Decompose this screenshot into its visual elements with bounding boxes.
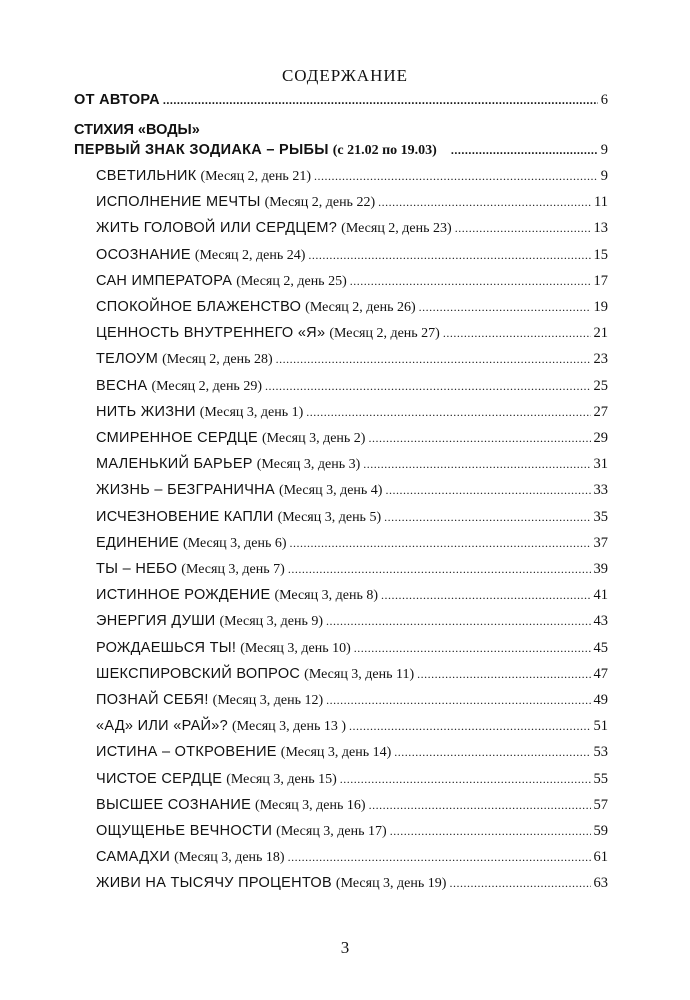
toc-entry-sign-pisces[interactable] (74, 139, 608, 161)
dot-leader (385, 479, 590, 501)
toc-entry[interactable] (96, 401, 608, 423)
toc-entry[interactable] (96, 689, 608, 711)
toc-entry-note: (Месяц 2, день 28) (162, 352, 273, 368)
toc-entry-title: САМАДХИ (96, 849, 171, 866)
dot-leader (306, 401, 590, 423)
toc-entry-note: (Месяц 2, день 27) (329, 326, 440, 342)
toc-entry-note: (Месяц 2, день 26) (305, 300, 416, 315)
toc-entry-from-author[interactable] (74, 89, 608, 111)
toc-entry-page: 11 (594, 194, 608, 211)
toc-entry-title: ИСТИНА – ОТКРОВЕНИЕ (96, 744, 277, 761)
toc-entry-page: 9 (600, 168, 608, 184)
toc-entry-note: (Месяц 3, день 4) (278, 483, 383, 499)
toc-entry[interactable] (96, 794, 608, 816)
dot-leader (369, 794, 591, 816)
toc-entry[interactable] (96, 768, 608, 790)
toc-entry-title: ЭНЕРГИЯ ДУШИ (96, 613, 216, 630)
toc-entry-page: 43 (593, 613, 608, 630)
toc-entry-title: ОЩУЩЕНЬЕ ВЕЧНОСТИ (96, 823, 273, 839)
toc-entry[interactable] (96, 217, 608, 239)
toc-entry-title: НИТЬ ЖИЗНИ (96, 403, 196, 420)
toc-entry-note: (Месяц 2, день 29) (151, 378, 262, 394)
toc-entry-note: (Месяц 3, день 19) (335, 876, 447, 892)
toc-entry-title: ОСОЗНАНИЕ (96, 246, 191, 263)
toc-entry[interactable] (96, 165, 608, 187)
dot-leader (308, 244, 590, 266)
toc-entry-title: ЕДИНЕНИЕ (96, 534, 180, 551)
dot-leader (350, 270, 591, 292)
toc-entry-note: (Месяц 3, день 10) (240, 640, 351, 656)
dot-leader (363, 453, 590, 475)
toc-entry[interactable] (96, 558, 608, 580)
toc-entry-note: (Месяц 3, день 11) (304, 666, 415, 682)
toc-entry-page: 49 (593, 692, 608, 708)
toc-entry-page: 55 (593, 770, 608, 787)
toc-entry-note: (Месяц 3, день 2) (261, 431, 366, 446)
toc-entry[interactable] (96, 715, 608, 737)
dot-leader (368, 427, 590, 449)
toc-entry-page: 51 (593, 718, 608, 735)
toc-entry-note: (Месяц 3, день 18) (174, 850, 285, 866)
dot-leader (455, 217, 591, 239)
toc-entry[interactable] (96, 479, 608, 501)
toc-entry-title: СМИРЕННОЕ СЕРДЦЕ (96, 430, 258, 446)
section-heading-water: СТИХИЯ «ВОДЫ» (74, 122, 200, 138)
dot-leader (288, 846, 591, 868)
toc-entry-page: 9 (600, 142, 608, 158)
toc-entry-page: 21 (593, 325, 608, 342)
toc-entry-page: 37 (593, 534, 608, 551)
toc-entry-title: ОТ АВТОРА (74, 92, 160, 108)
toc-entry[interactable] (96, 348, 608, 370)
toc-entry[interactable] (96, 846, 608, 868)
toc-entry-page: 41 (593, 587, 608, 604)
toc-entry-page: 23 (593, 351, 608, 368)
dot-leader (394, 741, 590, 763)
toc-entry[interactable] (96, 741, 608, 763)
toc-entry[interactable] (96, 584, 608, 606)
dot-leader (326, 610, 590, 632)
toc-entry-page: 63 (593, 875, 608, 892)
toc-entry-title: МАЛЕНЬКИЙ БАРЬЕР (96, 456, 253, 473)
toc-entry-page: 25 (593, 377, 608, 394)
toc-entry-note: (Месяц 3, день 16) (255, 797, 366, 813)
toc-entry-page: 15 (593, 246, 608, 263)
dot-leader (288, 558, 591, 580)
dot-leader (265, 375, 591, 397)
toc-entry[interactable] (96, 532, 608, 554)
toc-entry-note: (Месяц 3, день 6) (183, 535, 287, 551)
toc-entry[interactable] (96, 663, 608, 685)
toc-entry-note: (Месяц 3, день 8) (274, 588, 378, 604)
toc-entry[interactable] (96, 872, 608, 894)
toc-entry-page: 47 (593, 665, 608, 682)
dot-leader (451, 139, 598, 161)
toc-entry-note: (Месяц 3, день 3) (256, 457, 361, 473)
toc-entry-title: ИСТИННОЕ РОЖДЕНИЕ (96, 587, 271, 604)
toc-entry-title: ЧИСТОЕ СЕРДЦЕ (96, 770, 223, 787)
toc-entry[interactable] (96, 244, 608, 266)
toc-entry-page: 27 (593, 403, 608, 420)
toc-entry-title: ТЕЛОУМ (96, 351, 159, 368)
toc-heading: СОДЕРЖАНИЕ (281, 66, 409, 85)
toc-entry[interactable] (96, 427, 608, 449)
dot-leader (443, 322, 591, 344)
toc-entry-title: ПОЗНАЙ СЕБЯ! (96, 692, 209, 708)
toc-entry[interactable] (96, 270, 608, 292)
toc-entry-note: (Месяц 3, день 17) (276, 824, 387, 839)
toc-entry-page: 19 (593, 299, 608, 315)
toc-entry[interactable] (96, 820, 608, 842)
toc-entry-title: «АД» ИЛИ «РАЙ»? (96, 718, 229, 735)
dot-leader (314, 165, 598, 187)
dot-leader (390, 820, 591, 842)
toc-entry-page: 59 (593, 823, 608, 839)
toc-entry-title: ТЫ – НЕБО (96, 561, 178, 577)
page-number: 3 (340, 938, 350, 957)
toc-entry-page: 45 (593, 639, 608, 656)
dot-leader (381, 584, 591, 606)
toc-entry-note: (Месяц 2, день 22) (264, 195, 376, 211)
toc-entry[interactable] (96, 506, 608, 528)
toc-entry-title: ИСЧЕЗНОВЕНИЕ КАПЛИ (96, 508, 274, 525)
toc-entry-title: РОЖДАЕШЬСЯ ТЫ! (96, 639, 237, 656)
toc-entry-title: ИСПОЛНЕНИЕ МЕЧТЫ (96, 194, 261, 211)
toc-entry-note: (Месяц 3, день 14) (280, 745, 392, 761)
toc-entry-note: (Месяц 2, день 24) (194, 247, 306, 263)
toc-entry-page: 35 (593, 508, 608, 525)
toc-entry[interactable] (96, 296, 608, 318)
toc-entry-page: 61 (593, 849, 608, 866)
toc-entry-note: (Месяц 2, день 23) (341, 221, 452, 237)
toc-entry-note: (Месяц 2, день 25) (236, 273, 347, 289)
toc-entry-note: (Месяц 3, день 12) (212, 693, 324, 708)
toc-entry-note: (с 21.02 по 19.03) (332, 143, 437, 158)
toc-entry-page: 13 (593, 220, 608, 237)
toc-entry-title: ЖИВИ НА ТЫСЯЧУ ПРОЦЕНТОВ (96, 875, 332, 892)
toc-entry-page: 29 (593, 430, 608, 446)
dot-leader (349, 715, 590, 737)
toc-entry-title: СВЕТИЛЬНИК (96, 168, 197, 184)
toc-entry-note: (Месяц 3, день 1) (199, 404, 304, 420)
toc-entry-page: 31 (593, 456, 608, 473)
dot-leader (384, 506, 590, 528)
dot-leader (354, 637, 591, 659)
toc-entry-page: 17 (593, 272, 608, 289)
toc-entry[interactable] (96, 322, 608, 344)
toc-entry[interactable] (96, 191, 608, 213)
dot-leader (417, 663, 590, 685)
dot-leader (340, 768, 591, 790)
toc-entry[interactable] (96, 453, 608, 475)
toc-entry-title: ПЕРВЫЙ ЗНАК ЗОДИАКА – РЫБЫ (74, 142, 329, 158)
dot-leader (449, 872, 590, 894)
toc-entry-page: 33 (593, 482, 608, 499)
toc-entry-note: (Месяц 3, день 7) (181, 562, 285, 577)
toc-entry-note: (Месяц 3, день 9) (219, 614, 324, 630)
toc-entry-page: 6 (600, 92, 608, 108)
toc-entry-page: 53 (593, 744, 608, 761)
toc-entry[interactable] (96, 637, 608, 659)
toc-entry-page: 57 (593, 796, 608, 813)
toc-entry[interactable] (96, 375, 608, 397)
toc-entry-page: 39 (593, 561, 608, 577)
toc-entry-title: ЦЕННОСТЬ ВНУТРЕННЕГО «Я» (96, 325, 326, 342)
toc-entry-title: ЖИЗНЬ – БЕЗГРАНИЧНА (96, 482, 275, 499)
dot-leader (378, 191, 591, 213)
toc-entry-title: ВЫСШЕЕ СОЗНАНИЕ (96, 796, 252, 813)
toc-entry-note: (Месяц 2, день 21) (200, 169, 311, 184)
dot-leader (276, 348, 591, 370)
toc-entry-title: ЖИТЬ ГОЛОВОЙ ИЛИ СЕРДЦЕМ? (96, 220, 338, 237)
dot-leader (419, 296, 591, 318)
toc-entry-note: (Месяц 3, день 5) (277, 509, 382, 525)
toc-entry[interactable] (96, 610, 608, 632)
toc-entry-title: ВЕСНА (96, 377, 148, 394)
toc-entry-title: САН ИМПЕРАТОРА (96, 272, 233, 289)
toc-entry-title: СПОКОЙНОЕ БЛАЖЕНСТВО (96, 299, 302, 315)
dot-leader (163, 89, 598, 111)
toc-entry-note: (Месяц 3, день 13 ) (232, 719, 347, 735)
dot-leader (290, 532, 591, 554)
toc-entry-title: ШЕКСПИРОВСКИЙ ВОПРОС (96, 665, 301, 682)
toc-entry-note: (Месяц 3, день 15) (226, 771, 337, 787)
dot-leader (326, 689, 590, 711)
